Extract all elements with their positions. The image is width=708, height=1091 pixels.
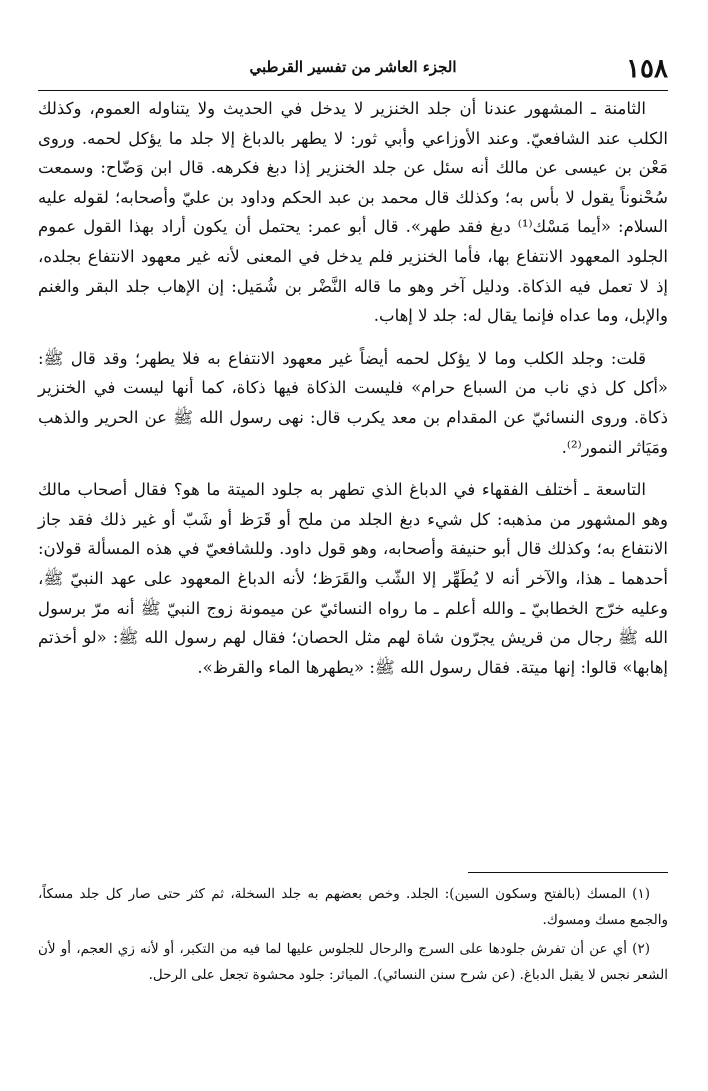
- main-text: [38, 94, 668, 682]
- running-title: الجزء العاشر من تفسير القرطبي: [249, 58, 457, 76]
- footnote-1: (١) المسك (بالفتح وسكون السين): الجلد. وخص بعضهم به جلد السخلة، ثم كثر حتى صار كل جلد مسكاً، والجمع مسك ومسوك.: [38, 886, 668, 928]
- footnotes: [38, 882, 668, 992]
- footnote-divider: [468, 872, 668, 873]
- page-header: [38, 52, 668, 92]
- page-number: ١٥٨: [626, 54, 668, 84]
- paragraph-eighth-issue: الثامنة ـ المشهور عندنا أن جلد الخنزير لا يدخل في الحديث ولا يتناوله العموم، وكذلك الكلب عند الشافعيّ. وعند الأوزاعي وأبي ثور: لا يطهر بالدباغ إلا جلد ما يؤكل لحمه. وروى مَعْن بن عيسى عن مالك أنه سئل عن جلد الخنزير إذا دبغ فكرهه. قال ابن وَضّاح: وسمعت سُحْنوناً يقول لا بأس به؛ وكذلك قال محمد بن عبد الحكم وداود بن عليّ وأصحابه؛ لقوله عليه السلام: «أيما مَسْك⁽¹⁾ دبغ فقد طهر». قال أبو عمر: يحتمل أن يكون أراد بهذا القول عموم الجلود المعهود الانتفاع بها، فأما الخنزير فلم يدخل في المعنى لأنه غير معهود الانتفاع بجلده، إذ لا تعمل فيه الذكاة. ودليل آخر وهو ما قاله النَّضْر بن شُمَيل: إن الإهاب جلد البقر والغنم والإبل، وما عداه فإنما يقال له: جلد لا إهاب.: [38, 99, 669, 326]
- paragraph-ninth-issue: التاسعة ـ أختلف الفقهاء في الدباغ الذي تطهر به جلود الميتة ما هو؟ فقال أصحاب مالك وهو المشهور من مذهبه: كل شيء دبغ الجلد من ملح أو قَرَظ أو شَبّ أو غير ذلك فقد جاز الانتفاع به؛ وكذلك قال أبو حنيفة وأصحابه، وهو قول داود. وللشافعيّ في هذه المسألة قولان: أحدهما ـ هذا، والآخر أنه لا يُطَهِّر إلا الشّب والقَرَظ؛ لأنه الدباغ المعهود على عهد النبيّ ﷺ، وعليه خرّج الخطابيّ ـ والله أعلم ـ ما رواه النسائيّ عن ميمونة زوج النبيّ ﷺ أنه مرّ برسول الله ﷺ رجال من قريش يجرّون شاة لهم مثل الحصان؛ فقال لهم رسول الله ﷺ: «لو أخذتم إهابها» قالوا: إنها ميتة. فقال رسول الله ﷺ: «يطهرها الماء والقرظ».: [38, 480, 668, 677]
- footnote-2: (٢) أي عن أن تفرش جلودها على السرج والرحال للجلوس عليها لما فيه من التكبر، أو لأنه زي العجم، أو لأن الشعر نجس لا يقبل الدباغ. (عن شرح سنن النسائي). المياثر: جلود محشوة تجعل على الرحل.: [38, 941, 668, 983]
- header-divider: [38, 90, 668, 91]
- paragraph-commentary: قلت: وجلد الكلب وما لا يؤكل لحمه أيضاً غير معهود الانتفاع به فلا يطهر؛ وقد قال ﷺ: «أكل كل ذي ناب من السباع حرام» فليست الذكاة فيها ذكاة، كما أنها ليست في الخنزير ذكاة. وروى النسائيّ عن المقدام بن معد يكرب قال: نهى رسول الله ﷺ عن الحرير والذهب ومَيَاثر النمور⁽²⁾.: [38, 348, 668, 457]
